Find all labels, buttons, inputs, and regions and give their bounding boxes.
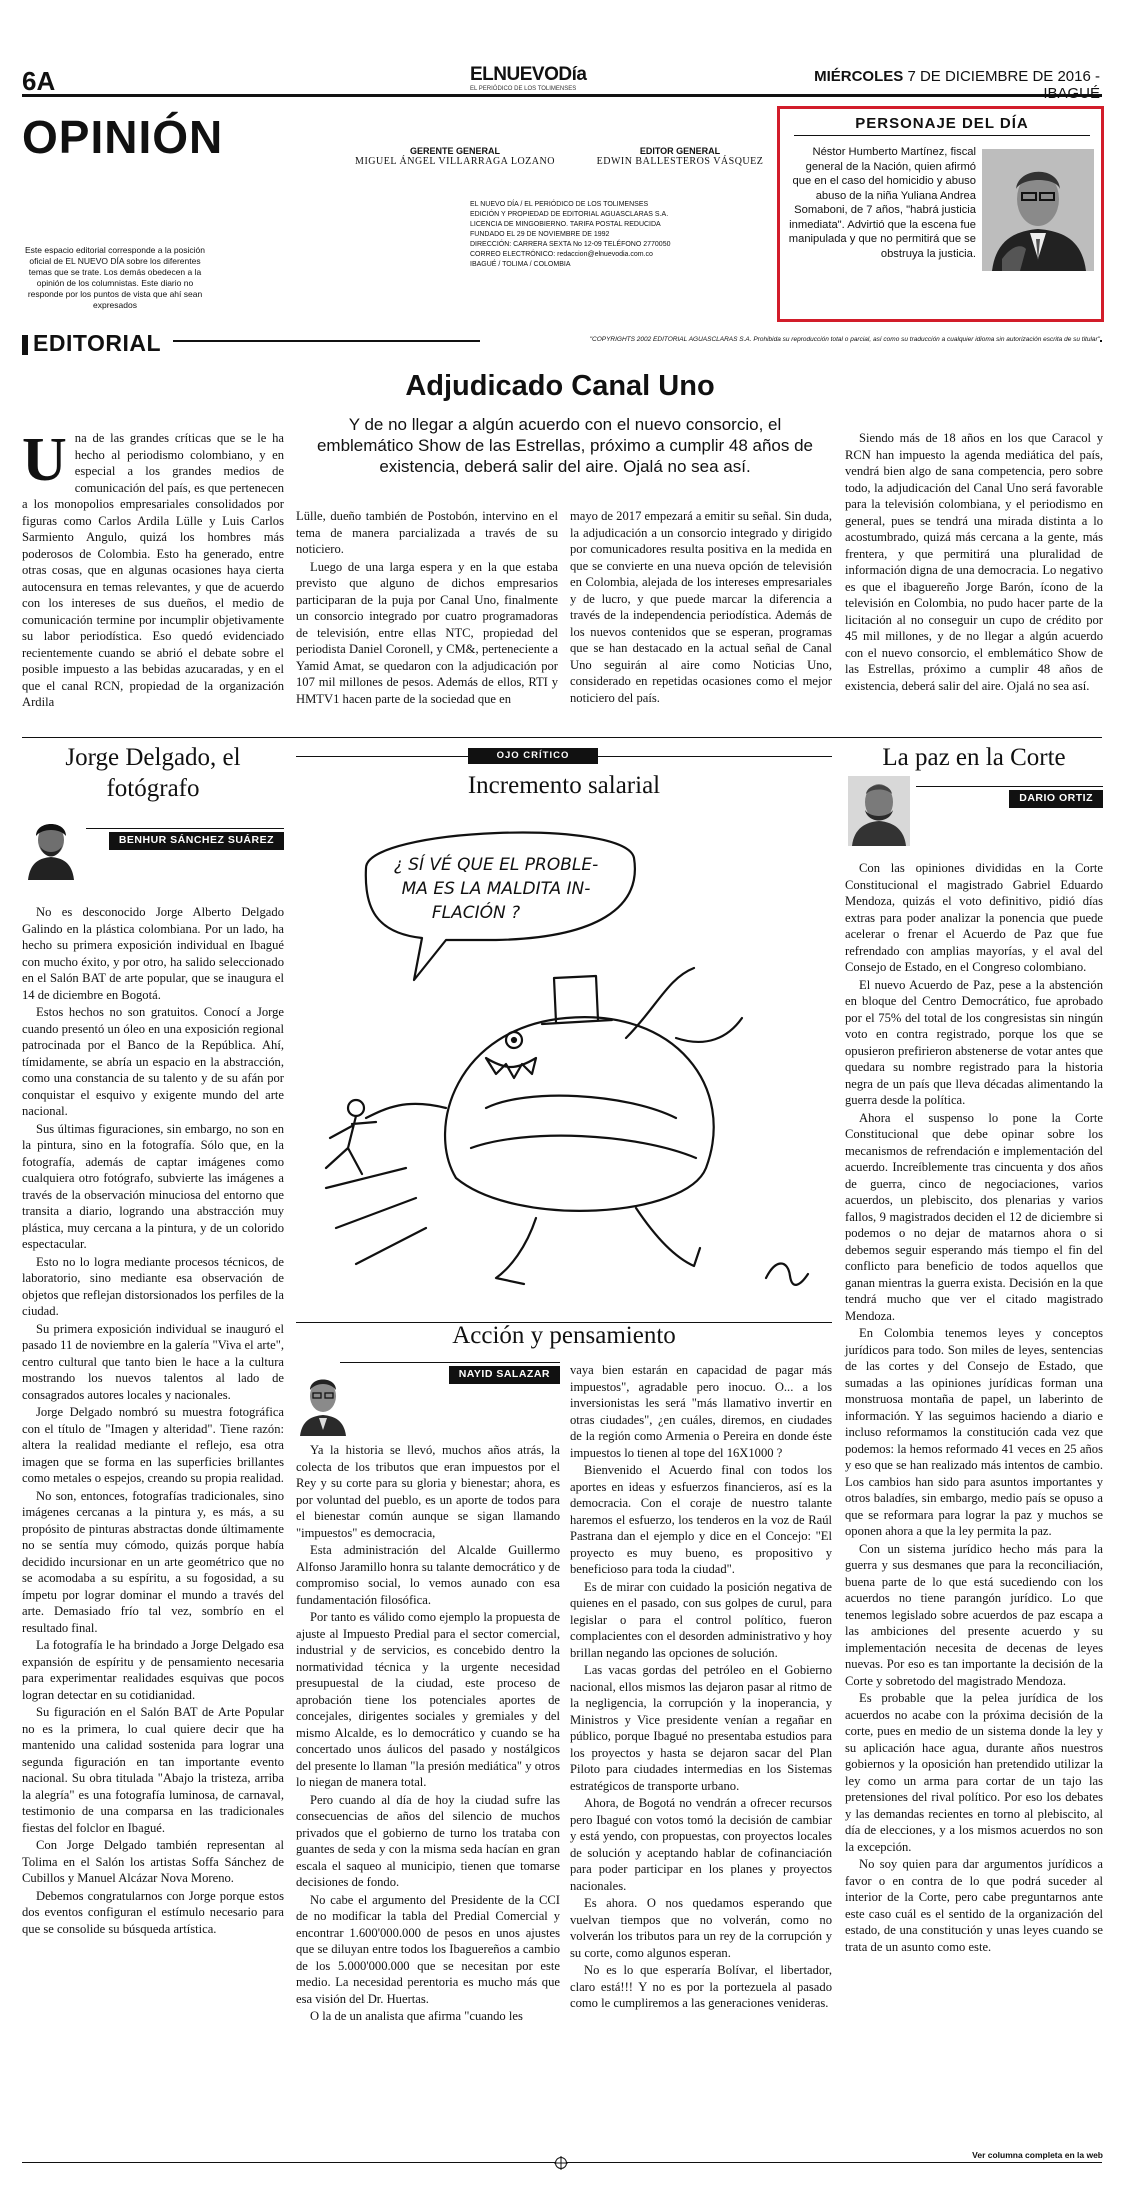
paz-paragraph: Ahora el suspenso lo pone la Corte Constitucional que debe opinar sobre los mecanismos de refrendación e implementación del acuerdo. Increíblemente tras cincuenta y dos años de guerra, cinco de negociaciones, varios acuerdos, un plebiscito, dos plenarias y varios fallos, 9 magistrados deciden el 12 de diciembre si podemos o no dejar de matarnos ahora o si debemos seguir esperando más tiempo el fin del conflicto para beneficio de todos aquellos que ganan mientras la guerra exista. Decisión en la que tendrá mucho que ver el citado magistrado Mendoza. [845, 1110, 1103, 1323]
editorial-dropcap: U [22, 426, 67, 494]
personaje-photo [982, 149, 1094, 271]
registration-mark-icon [554, 2156, 568, 2170]
page-number: 6A [22, 66, 56, 96]
editorial-deck: Y de no llegar a algún acuerdo con el nuevo consorcio, el emblemático Show de las Estrellas, próximo a cumplir 48 años de existencia, deberá salir del aire. Ojalá no sea así. [316, 415, 814, 476]
jorge-paragraph: Su primera exposición individual se inauguró el pasado 11 de noviembre en la galería "Viva el arte", centro cultural que tanto bien le hace a la cultura mostrando los nuevos talentos al lado de consagrados autores locales y nacionales. [22, 1321, 284, 1402]
personaje-del-dia-box [777, 106, 1104, 322]
editor-title: EDITOR GENERAL [639, 146, 721, 156]
paz-paragraph: Es probable que la pelea jurídica de los acuerdos no acabe con la próxima decisión de la corte, pues en medio de un sistema donde la ley y su aplicación hace agua, durante años nuestros gobiernos y la oposición han pretendido utilizar la ley como un arma para cortar de un tajo las pretensiones del rival político. Por eso los debates y las demandas recientes en torno al plebiscito, al día de elecciones, y a los mismos acuerdos no son la excepción. [845, 1691, 1103, 1854]
cartoon-bubble-line-2: MA ES LA MALDITA IN- [401, 879, 591, 899]
accion-paragraph: Ya la historia se llevó, muchos años atrás, la colecta de los tributos que eran impuestos por el Rey y su corte para su gloria y bienestar; ahora, es por voluntad del pueblo, es un aporte de todos para el bienestar común aunque se sigan llamando "impuestos" es democracia, [296, 1443, 560, 1540]
accion-title: Acción y pensamiento [452, 1322, 676, 1349]
imprint-line: FUNDADO EL 29 DE NOVIEMBRE DE 1992 [470, 231, 610, 238]
editorial-paragraph: mayo de 2017 empezará a emitir su señal. Sin duda, la adjudicación a un consorcio integrado y dirigido por comunicadores resulta positiva en la medida en que se convierte en una nueva opción de televisión en Colombia, alejada de los intereses empresariales y de lucro, y que puede marcar la diferencia a través de la independencia periodística. Además de los nuevos contenidos que se esperan, programas que se han destacado en la actual señal de Canal Uno seguirán al aire como Noticias Uno, considerado en repetidas ocasiones como el mejor noticiero del país. [570, 509, 832, 705]
editorial-column-1 [22, 426, 284, 712]
dario-portrait [848, 776, 910, 846]
imprint-line: LICENCIA DE MINGOBIERNO. TARIFA POSTAL REDUCIDA [470, 221, 661, 228]
paz-headline: La paz en la Corte [882, 744, 1066, 771]
editorial-divider [22, 737, 1102, 738]
editorial-column-4 [845, 430, 1103, 695]
editorial-paragraph: Lülle, dueño también de Postobón, intervino en el tema de manera parcializada a través de su noticiero. [296, 509, 558, 556]
top-rule [22, 94, 1102, 97]
masthead-logo [470, 64, 587, 94]
jorge-paragraph: No son, entonces, fotografías tradicionales, sino imágenes cercanas a la pintura y, es más, a su propósito de pinturas abstractas donde últimamente no se sentía muy cómodo, quizás porque había decidido incursionar en un arte geométrico que no se acomodaba a su espíritu, a su fogosidad, a su ímpetu por lograr dominar el mundo a través del arte. Demasiado frío tal vez, sombrío en el resultado final. [22, 1488, 284, 1635]
accion-byline [340, 1362, 560, 1384]
editorial-label [22, 330, 173, 354]
accion-paragraph: Las vacas gordas del petróleo en el Gobierno nacional, ellos mismos las dejaron pasar al ritmo de la negligencia, la corrupción y la inoperancia, y Ministros y Vice presidente venían a regañar en público, porque Ibagué no presentaba estudios para los proyectos y hasta se dejaron sacar del Plan Piloto para ciudades intermedias en los Sistemas estratégicos de transporte urbano. [570, 1663, 832, 1793]
editor-name: EDWIN BALLESTEROS VÁSQUEZ [596, 156, 764, 167]
jorge-headline: Jorge Delgado, el fotógrafo [65, 744, 241, 802]
editorial-paragraph: na de las grandes críticas que se le ha hecho al periodismo colombiano, y en especial a los grandes medios de comunicación del país, es que pertenecen a los monopolios empresariales consolidados por figuras como Carlos Ardila Lülle y Luis Carlos Sarmiento Angulo, quizá los hombres más poderosos de Colombia. Esto ha generado, entre otras cosas, que en algunas ocasiones haya cierta autocensura en temas relevantes, y que de acuerdo con los intereses de sus dueños, el medio de comunicación termine por incumplir objetivamente su labor periodística. Eso quedó evidenciado recientemente cuando se abrió el debate sobre el posible impuesto a las bebidas azucaradas, y en el que el canal RCN, propiedad de la organización Ardila [22, 431, 284, 709]
imprint-line: DIRECCIÓN: CARRERA SEXTA No 12-09 TELÉFONO 2770050 [470, 241, 671, 248]
dateline-date: 7 DE DICIEMBRE DE 2016 - IBAGUÉ [907, 68, 1100, 102]
jorge-paragraph: Esto no lo logra mediante procesos técnicos, de laboratorio, sino mediante esa observación de objetos que reflejan distorsionados los perfiles de la ciudad. [22, 1254, 284, 1318]
accion-paragraph: Es ahora. O nos quedamos esperando que vuelvan tiempos que no volverán, como no volverán los tributos para un rey de la corrupción y su corte, como algunos esperan. [570, 1896, 832, 1960]
gerente-title: GERENTE GENERAL [409, 146, 500, 156]
jorge-column [22, 904, 284, 1938]
paz-paragraph: Con un sistema jurídico hecho más para la guerra y sus desmanes que para la reconciliación, buena parte de lo que está sucediendo con los acuerdos no tiene parangón jurídico. Lo que tenemos legislado sobre acuerdos de paz escapa a las ambiciones del presente acuerdo y su implementación necesita de decenas de leyes nuevas. Por eso es tan importante la decisión de la Corte y sobretodo del magistrado Mendoza. [845, 1541, 1103, 1688]
paz-paragraph: No soy quien para dar argumentos jurídicos a favor o en contra de lo que podrá suceder al interior de la Corte, pero cabe preguntarnos ante este caso cuál es el sentido de la organización del estado, de una constitución y unas leyes cuando se trata de un asunto como este. [845, 1857, 1103, 1954]
personaje-header: PERSONAJE DEL DÍA [794, 115, 1090, 136]
editorial-label-text: EDITORIAL [33, 330, 162, 356]
accion-author: NAYID SALAZAR [449, 1366, 560, 1384]
ojo-critico-tag: OJO CRÍTICO [468, 748, 598, 764]
personaje-text: Néstor Humberto Martínez, fiscal general de la Nación, quien afirmó que en el caso del homicidio y abuso abuso de la niña Yuliana Andrea Somaboni, de 7 años, "habrá justicia inmediata". Advirtió que la escena fue manipulada y que no permitirá que se obstruya la justicia. [788, 146, 976, 260]
paz-column [845, 860, 1103, 1956]
masthead-title: ELNUEVODía [470, 64, 587, 85]
accion-paragraph: vaya bien estarán en capacidad de pagar más impuestos", agradable pero inocuo. O... a los inversionistas les será "más llamativo invertir en otras ciudades", ¿en cuáles, diremos, en ciudades de la región como Armenia o Pereira en donde éste impuestos lo tienen al tope del 16X1000 ? [570, 1363, 832, 1460]
editorial-paragraph: Siendo más de 18 años en los que Caracol y RCN han impuesto la agenda mediática del país, vendrá bien algo de sana competencia, pero sobre todo, la adjudicación del Canal Uno será favorable para la televisión colombiana, y el periodismo en general, pues se tendrá una mirada distinta a lo acostumbrado, quizá más cercana a la gente, más frentera, y que permitirá una pluralidad de información digna de una democracia. Lo negativo es que el ibaguereño Jorge Barón, ícono de la televisión en Colombia, no pudo hacer parte de la licitación al no conseguir un cupo de crédito por 45 mil millones, y de no llegar a algún acuerdo con el nuevo consorcio, el emblemático Show de las Estrellas, próximo a cumplir 48 años de existencia, deberá salir del aire. Ojalá no sea así. [845, 431, 1103, 693]
editorial-disclaimer: Este espacio editorial corresponde a la posición oficial de EL NUEVO DÍA sobre los diferentes temas que se trate. Los demás obedecen a la opinión de los columnistas. Este diario no responde por los puntos de vista que ahí sean expresados [24, 245, 206, 310]
accion-paragraph: Ahora, de Bogotá no vendrán a ofrecer recursos pero Ibagué con votos tomó la decisión de cambiar y está yendo, con propuestas, con proyectos locales de solución y aceptando hablar de cofinanciación para poder participar en los planes y proyectos nacionales. [570, 1796, 832, 1893]
paz-paragraph: Con las opiniones divididas en la Corte Constitucional el magistrado Gabriel Eduardo Mendoza, quizás el voto definitivo, pidió días extras para poder analizar la ponencia que puede acelerar o frenar el Acuerdo de Paz que fue refrendado con amplias mayorías, y el aval del Consejo de Estado, en el Congreso colombiano. [845, 861, 1103, 974]
jorge-paragraph: La fotografía le ha brindado a Jorge Delgado esa expansión de espíritu y de pensamiento necesaria para experimentar realidades esquivas que pocos logran detectar en su cotidianidad. [22, 1638, 284, 1702]
paz-author: DARIO ORTIZ [1009, 790, 1103, 808]
accion-paragraph: Es de mirar con cuidado la posición negativa de quienes en el pasado, con sus golpes de curul, para legislar o para el control político, fueron complacientes con el desorden administrativo y hoy brillan negando las opciones de solución. [570, 1579, 832, 1660]
accion-column-1 [296, 1442, 560, 2026]
gerente-block [355, 146, 555, 167]
editor-block [580, 146, 780, 167]
editorial-column-2 [296, 508, 558, 708]
accion-paragraph: O la de un analista que afirma "cuando les [310, 2009, 523, 2023]
imprint-line: CORREO ELECTRÓNICO: redaccion@elnuevodia.com.co [470, 251, 653, 258]
accion-paragraph: No es lo que esperaría Bolívar, el libertador, claro está!!! Y no es por la portezuela al pasado como le cumpliremos a las generaciones venideras. [570, 1963, 832, 2010]
jorge-author: BENHUR SÁNCHEZ SUÁREZ [109, 832, 284, 850]
paz-byline [916, 786, 1103, 808]
imprint-line: EDICIÓN Y PROPIEDAD DE EDITORIAL AGUASCLARAS S.A. [470, 211, 669, 218]
web-note: Ver columna completa en la web [972, 2150, 1103, 2160]
jorge-paragraph: Debemos congratularnos con Jorge porque estos dos eventos configuran el estímulo necesario para que se consolide su búsqueda artística. [22, 1888, 284, 1936]
gerente-name: MIGUEL ÁNGEL VILLARRAGA LOZANO [355, 156, 555, 167]
accion-paragraph: No cabe el argumento del Presidente de la CCI de no modificar la tabla del Predial Comercial y encontrar 1.600'000.000 de pesos en unos ajustes que se diluyan entre todos los Ibaguereños a cambio de los 5.000'000.000 que se necesitan por este medio. La necesidad perentoria es mucho más que esa visión del Dr. Huertas. [296, 1892, 560, 2006]
ojo-critico-title: Incremento salarial [467, 772, 661, 799]
paz-paragraph: En Colombia tenemos leyes y conceptos jurídicos para todo. Son miles de leyes, sentencias de las cortes y del Consejo de Estado, que sumadas a las opiniones jurídicas forman una monstruosa montaña de papel, un laberinto de información. Y las seguimos haciendo a diario e incluso reformamos la constitución cada vez que podemos: la hemos reformado 41 veces en 25 años y eso que se han realizado más intentos de cambio. Los cambios han sido para asuntos importantes y otros baladíes, sin embargo, medio país se opuso a que se reformara para lograr la paz y muchos se oponen ahora a que la ley permita la paz. [845, 1326, 1103, 1538]
masthead-subtitle: EL PERIÓDICO DE LOS TOLIMENSES [470, 86, 577, 92]
cartoon-bubble-line-1: ¿ SÍ VÉ QUE EL PROBLE- [393, 855, 599, 875]
paz-paragraph: El nuevo Acuerdo de Paz, pese a la abstención en bloque del Centro Democrático, fue aprobado por el 75% del total de los congresistas sin ningún voto en contra registrado, porque los que se opusieron prefirieron abstenerse de votar antes que quedara su nombre registrado para la historia negra de un país que lleva décadas alimentando la guerra desde la política. [845, 977, 1103, 1107]
jorge-paragraph: Jorge Delgado nombró su muestra fotográfica con el título de "Imagen y alteridad". Tiene razón: altera la realidad mediante el reflejo, esa otra imagen que se forma en las superficies brillantes como metales o espejos, creando su propia realidad. [22, 1405, 284, 1485]
accion-paragraph: Pero cuando al día de hoy la ciudad sufre las consecuencias de años del silencio de muchos privados que el gobierno de turno los trataba con guantes de seda y con la misma seda hacían en gran escala el saqueo al municipio, tienen que tomarse decisiones de fondo. [296, 1792, 560, 1889]
jorge-byline [86, 828, 284, 850]
dateline-weekday: MIÉRCOLES [814, 68, 904, 85]
imprint-line: IBAGUÉ / TOLIMA / COLOMBIA [470, 261, 571, 268]
accion-paragraph: Por tanto es válido como ejemplo la propuesta de ajuste al Impuesto Predial para el sector comercial, industrial y de servicios, es concebido dentro la normatividad técnica y la urgente necesidad presupuestal de la ciudad, este proceso de aprobación tiene los potenciales aportes de concejales, dirigentes sociales y gremiales y del mismo Alcalde, es lo democrático y cuando se ha concertado unos áulicos del pasado y nostálgicos del presente lo llaman "la presión mediática" y otros lo niegan de manera total. [296, 1610, 560, 1789]
benhur-portrait [22, 816, 80, 880]
imprint [470, 200, 700, 270]
editorial-paragraph: Luego de una larga espera y en la que estaba previsto que alguno de dichos empresarios participaran de la puja por Canal Uno, finalmente un consorcio integrado por cuatro programadoras de televisión, entre ellas NTC, propiedad del periodista Daniel Coronell, y CM&, perteneciente a Yamid Amat, se quedaron con la adjudicación por 107 mil millones de pesos. Además de ellos, RTI y HMTV1 hacen parte de la sociedad que en [296, 559, 558, 706]
cartoon-bubble-line-3: FLACIÓN ? [431, 903, 521, 923]
accion-paragraph: Bienvenido el Acuerdo final con todos los aportes en ideas y esfuerzos financieros, así es la democracia. Con el coraje de nuestro talante haremos el esfuerzo, los tenderos en la voz de Raúl Pastrana dan el ejemplo y dice en el Concejo: "El proyecto es muy bueno, es propositivo y beneficioso para toda la ciudad". [570, 1463, 832, 1576]
imprint-line: EL NUEVO DÍA / EL PERIÓDICO DE LOS TOLIMENSES [470, 201, 649, 208]
editorial-bar-icon [22, 335, 28, 355]
jorge-paragraph: No es desconocido Jorge Alberto Delgado Galindo en la plástica colombiana. Por un lado, ha hecho su primera exposición individual en Ibagué con mucho éxito, y por otro, ha salido seleccionado en el Salón BAT de arte popular, que se inaugura el 14 de diciembre en Bogotá. [22, 905, 284, 1002]
section-title: OPINIÓN [22, 111, 224, 163]
editorial-cartoon [296, 808, 832, 1318]
jorge-paragraph: Estos hechos no son gratuitos. Conocí a Jorge cuando presentó un óleo en una exposición regional patrocinada por el Banco de la República. Ahí, tímidamente, se abría un espacio en la abstracción, como una constancia de su talento y de su afán por conquistar el esquivo y exigente mundo del arte nacional. [22, 1005, 284, 1118]
accion-column-2 [570, 1362, 832, 2013]
editorial-headline: Adjudicado Canal Uno [405, 370, 715, 402]
jorge-paragraph: Sus últimas figuraciones, sin embargo, no son en la pintura, sino en la fotografía. Sólo que, en la fotografía, además de captar imágenes como cualquiera otro fotógrafo, subvierte las imágenes a través de la observación minuciosa del entorno que transita a diario, logrando una abstracción muy plástica, muy cercana a la pintura, y de un colorido espectacular. [22, 1121, 284, 1251]
copyright-notice: "COPYRIGHTS 2002 EDITORIAL AGUASCLARAS S.A. Prohibida su reproducción total o parcial, así como su traducción a cualquier idioma sin autorización escrita de su titular" [480, 336, 1100, 343]
editorial-column-3 [570, 508, 832, 707]
jorge-paragraph: Con Jorge Delgado también representan al Tolima en el Salón los artistas Soffa Sánchez de Cubillos y Manuel Alcázar Nova Moreno. [22, 1838, 284, 1885]
jorge-paragraph: Su figuración en el Salón BAT de Arte Popular no es la primera, lo cual quiere decir que ha mantenido una calidad sostenida para lograr una segunda figuración en tan importante evento nacional. Su obra titulada "Abajo la tristeza, arriba la alegría" es una fotografía luminosa, de carnaval, testimonio de una comparsa en las tradicionales fiestas del folclor en Ibagué. [22, 1705, 284, 1835]
accion-paragraph: Esta administración del Alcalde Guillermo Alfonso Jaramillo honra su talante democrático y de compromiso social, lo vemos aunado con esa fundamentación filosófica. [296, 1543, 560, 1607]
